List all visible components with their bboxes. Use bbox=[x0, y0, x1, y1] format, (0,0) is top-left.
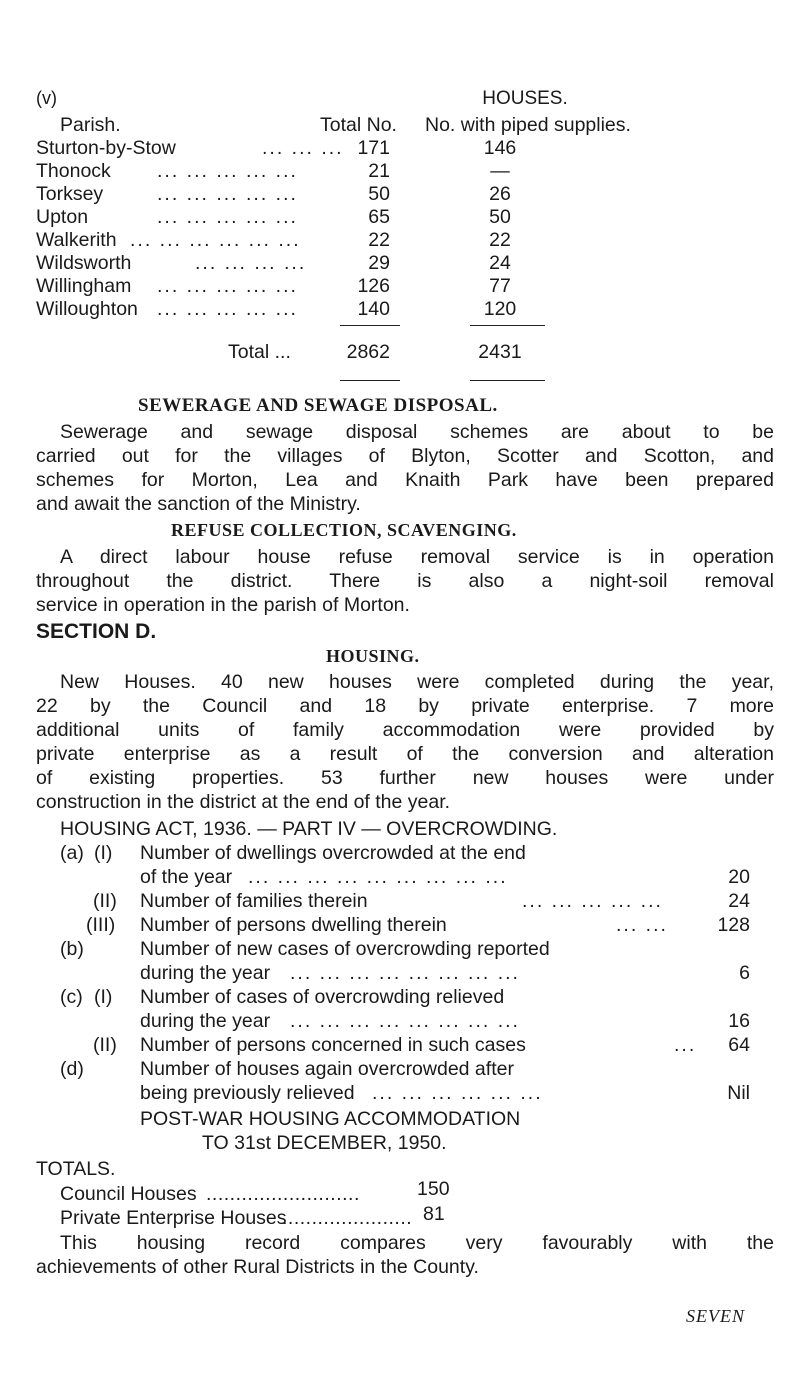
paragraph-line: Sewerage and sewage disposal schemes are about to be bbox=[60, 421, 774, 443]
item-text: Number of houses again overcrowded after bbox=[140, 1058, 514, 1080]
leader-dots: ... ... bbox=[616, 914, 668, 936]
houses-table-title: HOUSES. bbox=[482, 88, 568, 109]
paragraph-line: achievements of other Rural Districts in the County. bbox=[36, 1256, 479, 1278]
total-value: 29 bbox=[368, 252, 390, 274]
leader-dots: ... ... ... ... ... bbox=[157, 206, 298, 228]
leader-dots: ... ... ... bbox=[262, 137, 344, 159]
paragraph-line: A direct labour house refuse removal service is in operation bbox=[60, 546, 774, 568]
item-roman: (II) bbox=[93, 890, 117, 912]
item-value: 128 bbox=[717, 914, 750, 936]
leader-dots: ... ... ... ... bbox=[195, 252, 307, 274]
piped-value: 26 bbox=[489, 183, 511, 205]
item-value: Nil bbox=[727, 1082, 750, 1104]
paragraph-line: additional units of family accommodation were provided by bbox=[36, 719, 774, 741]
postwar-subheading: TO 31st DECEMBER, 1950. bbox=[202, 1132, 447, 1154]
page-marker: (v) bbox=[36, 88, 57, 108]
leader-dots: ... ... ... ... ... bbox=[157, 183, 298, 205]
grand-total-value: 2862 bbox=[346, 341, 390, 363]
leader-dots: ... ... ... ... ... ... bbox=[372, 1082, 543, 1104]
paragraph-line: and await the sanction of the Ministry. bbox=[36, 493, 361, 515]
total-rule-bottom bbox=[340, 380, 400, 381]
piped-value: 77 bbox=[489, 275, 511, 297]
total-rule-top bbox=[340, 325, 400, 326]
item-text-cont: being previously relieved bbox=[140, 1082, 355, 1104]
item-text: Number of cases of overcrowding relieved bbox=[140, 986, 505, 1008]
total-value: 65 bbox=[368, 206, 390, 228]
parish-name: Wildsworth bbox=[36, 252, 132, 274]
paragraph-line: This housing record compares very favourably with the bbox=[60, 1232, 774, 1254]
item-letter: (a) bbox=[60, 842, 84, 864]
grand-piped-value: 2431 bbox=[478, 341, 522, 363]
leader-dots: ...................... bbox=[282, 1207, 413, 1229]
item-text-cont: of the year bbox=[140, 866, 233, 888]
total-value: 140 bbox=[357, 298, 390, 320]
parish-name: Thonock bbox=[36, 160, 111, 182]
sewerage-heading: SEWERAGE AND SEWAGE DISPOSAL. bbox=[138, 395, 498, 416]
parish-name: Willoughton bbox=[36, 298, 138, 320]
leader-dots: ... ... ... ... ... bbox=[157, 160, 298, 182]
item-letter: (c) bbox=[60, 986, 83, 1008]
paragraph-line: schemes for Morton, Lea and Knaith Park have been prepared bbox=[36, 469, 774, 491]
item-text-cont: during the year bbox=[140, 962, 271, 984]
parish-name: Willingham bbox=[36, 275, 132, 297]
section-d-heading: SECTION D. bbox=[36, 620, 157, 643]
item-text: Number of families therein bbox=[140, 890, 368, 912]
council-houses-label: Council Houses bbox=[60, 1183, 197, 1205]
column-header-total: Total No. bbox=[320, 114, 397, 136]
item-text: Number of new cases of overcrowding reported bbox=[140, 938, 550, 960]
item-roman: (II) bbox=[93, 1034, 117, 1056]
item-roman: (I) bbox=[94, 986, 113, 1008]
paragraph-line: 22 by the Council and 18 by private enterprise. 7 more bbox=[36, 695, 774, 717]
paragraph-line: New Houses. 40 new houses were completed during the year, bbox=[60, 671, 774, 693]
item-text: Number of persons concerned in such cases bbox=[140, 1034, 526, 1056]
leader-dots: ... ... ... ... ... ... bbox=[130, 229, 301, 251]
item-roman: (I) bbox=[94, 842, 113, 864]
housing-heading: HOUSING. bbox=[326, 646, 420, 666]
total-value: 171 bbox=[357, 137, 390, 159]
total-value: 22 bbox=[368, 229, 390, 251]
item-letter: (d) bbox=[60, 1058, 84, 1080]
paragraph-line: throughout the district. There is also a night-soil removal bbox=[36, 570, 774, 592]
overcrowding-heading: HOUSING ACT, 1936. — PART IV — OVERCROWDING. bbox=[60, 818, 558, 840]
piped-rule-bottom bbox=[470, 380, 545, 381]
item-value: 16 bbox=[728, 1010, 750, 1032]
piped-value: — bbox=[490, 160, 510, 182]
item-value: 24 bbox=[728, 890, 750, 912]
paragraph-line: carried out for the villages of Blyton, Scotter and Scotton, and bbox=[36, 445, 774, 467]
parish-name: Upton bbox=[36, 206, 89, 228]
item-letter: (b) bbox=[60, 938, 84, 960]
item-value: 64 bbox=[728, 1034, 750, 1056]
refuse-heading: REFUSE COLLECTION, SCAVENGING. bbox=[171, 520, 517, 540]
page-word: SEVEN bbox=[686, 1306, 745, 1326]
totals-label: TOTALS. bbox=[36, 1158, 116, 1180]
item-text: Number of dwellings overcrowded at the end bbox=[140, 842, 526, 864]
parish-name: Sturton-by-Stow bbox=[36, 137, 176, 159]
item-text: Number of persons dwelling therein bbox=[140, 914, 447, 936]
total-value: 21 bbox=[368, 160, 390, 182]
piped-rule-top bbox=[470, 325, 545, 326]
parish-name: Torksey bbox=[36, 183, 104, 205]
leader-dots: ... ... ... ... ... bbox=[522, 890, 663, 912]
closing-paragraph bbox=[36, 1231, 774, 1279]
column-header-piped: No. with piped supplies. bbox=[425, 114, 631, 136]
private-houses-label: Private Enterprise Houses bbox=[60, 1207, 287, 1229]
piped-value: 22 bbox=[489, 229, 511, 251]
private-houses-value: 81 bbox=[423, 1203, 445, 1225]
piped-value: 24 bbox=[489, 252, 511, 274]
column-header-parish: Parish. bbox=[60, 114, 121, 136]
total-value: 126 bbox=[357, 275, 390, 297]
leader-dots: ... ... ... ... ... ... ... ... ... bbox=[248, 866, 508, 888]
postwar-heading: POST-WAR HOUSING ACCOMMODATION bbox=[140, 1108, 521, 1130]
item-roman: (III) bbox=[86, 914, 116, 936]
leader-dots: ... ... ... ... ... bbox=[157, 298, 298, 320]
item-value: 6 bbox=[739, 962, 750, 984]
council-houses-value: 150 bbox=[417, 1178, 450, 1200]
piped-value: 50 bbox=[489, 206, 511, 228]
leader-dots: ... bbox=[674, 1034, 697, 1056]
item-value: 20 bbox=[728, 866, 750, 888]
total-value: 50 bbox=[368, 183, 390, 205]
sewerage-paragraph bbox=[36, 420, 774, 516]
leader-dots: ... ... ... ... ... bbox=[157, 275, 298, 297]
piped-value: 146 bbox=[483, 137, 517, 159]
paragraph-line: of existing properties. 53 further new houses were under bbox=[36, 767, 774, 789]
total-label: Total ... bbox=[228, 341, 291, 363]
paragraph-line: service in operation in the parish of Morton. bbox=[36, 594, 410, 616]
leader-dots: .......................... bbox=[206, 1183, 360, 1205]
piped-value: 120 bbox=[483, 298, 517, 320]
item-text-cont: during the year bbox=[140, 1010, 271, 1032]
leader-dots: ... ... ... ... ... ... ... ... bbox=[290, 1010, 520, 1032]
paragraph-line: private enterprise as a result of the conversion and alteration bbox=[36, 743, 774, 765]
refuse-paragraph bbox=[36, 545, 774, 617]
housing-paragraph bbox=[36, 670, 774, 814]
paragraph-line: construction in the district at the end of the year. bbox=[36, 791, 451, 813]
parish-name: Walkerith bbox=[36, 229, 117, 251]
leader-dots: ... ... ... ... ... ... ... ... bbox=[290, 962, 520, 984]
